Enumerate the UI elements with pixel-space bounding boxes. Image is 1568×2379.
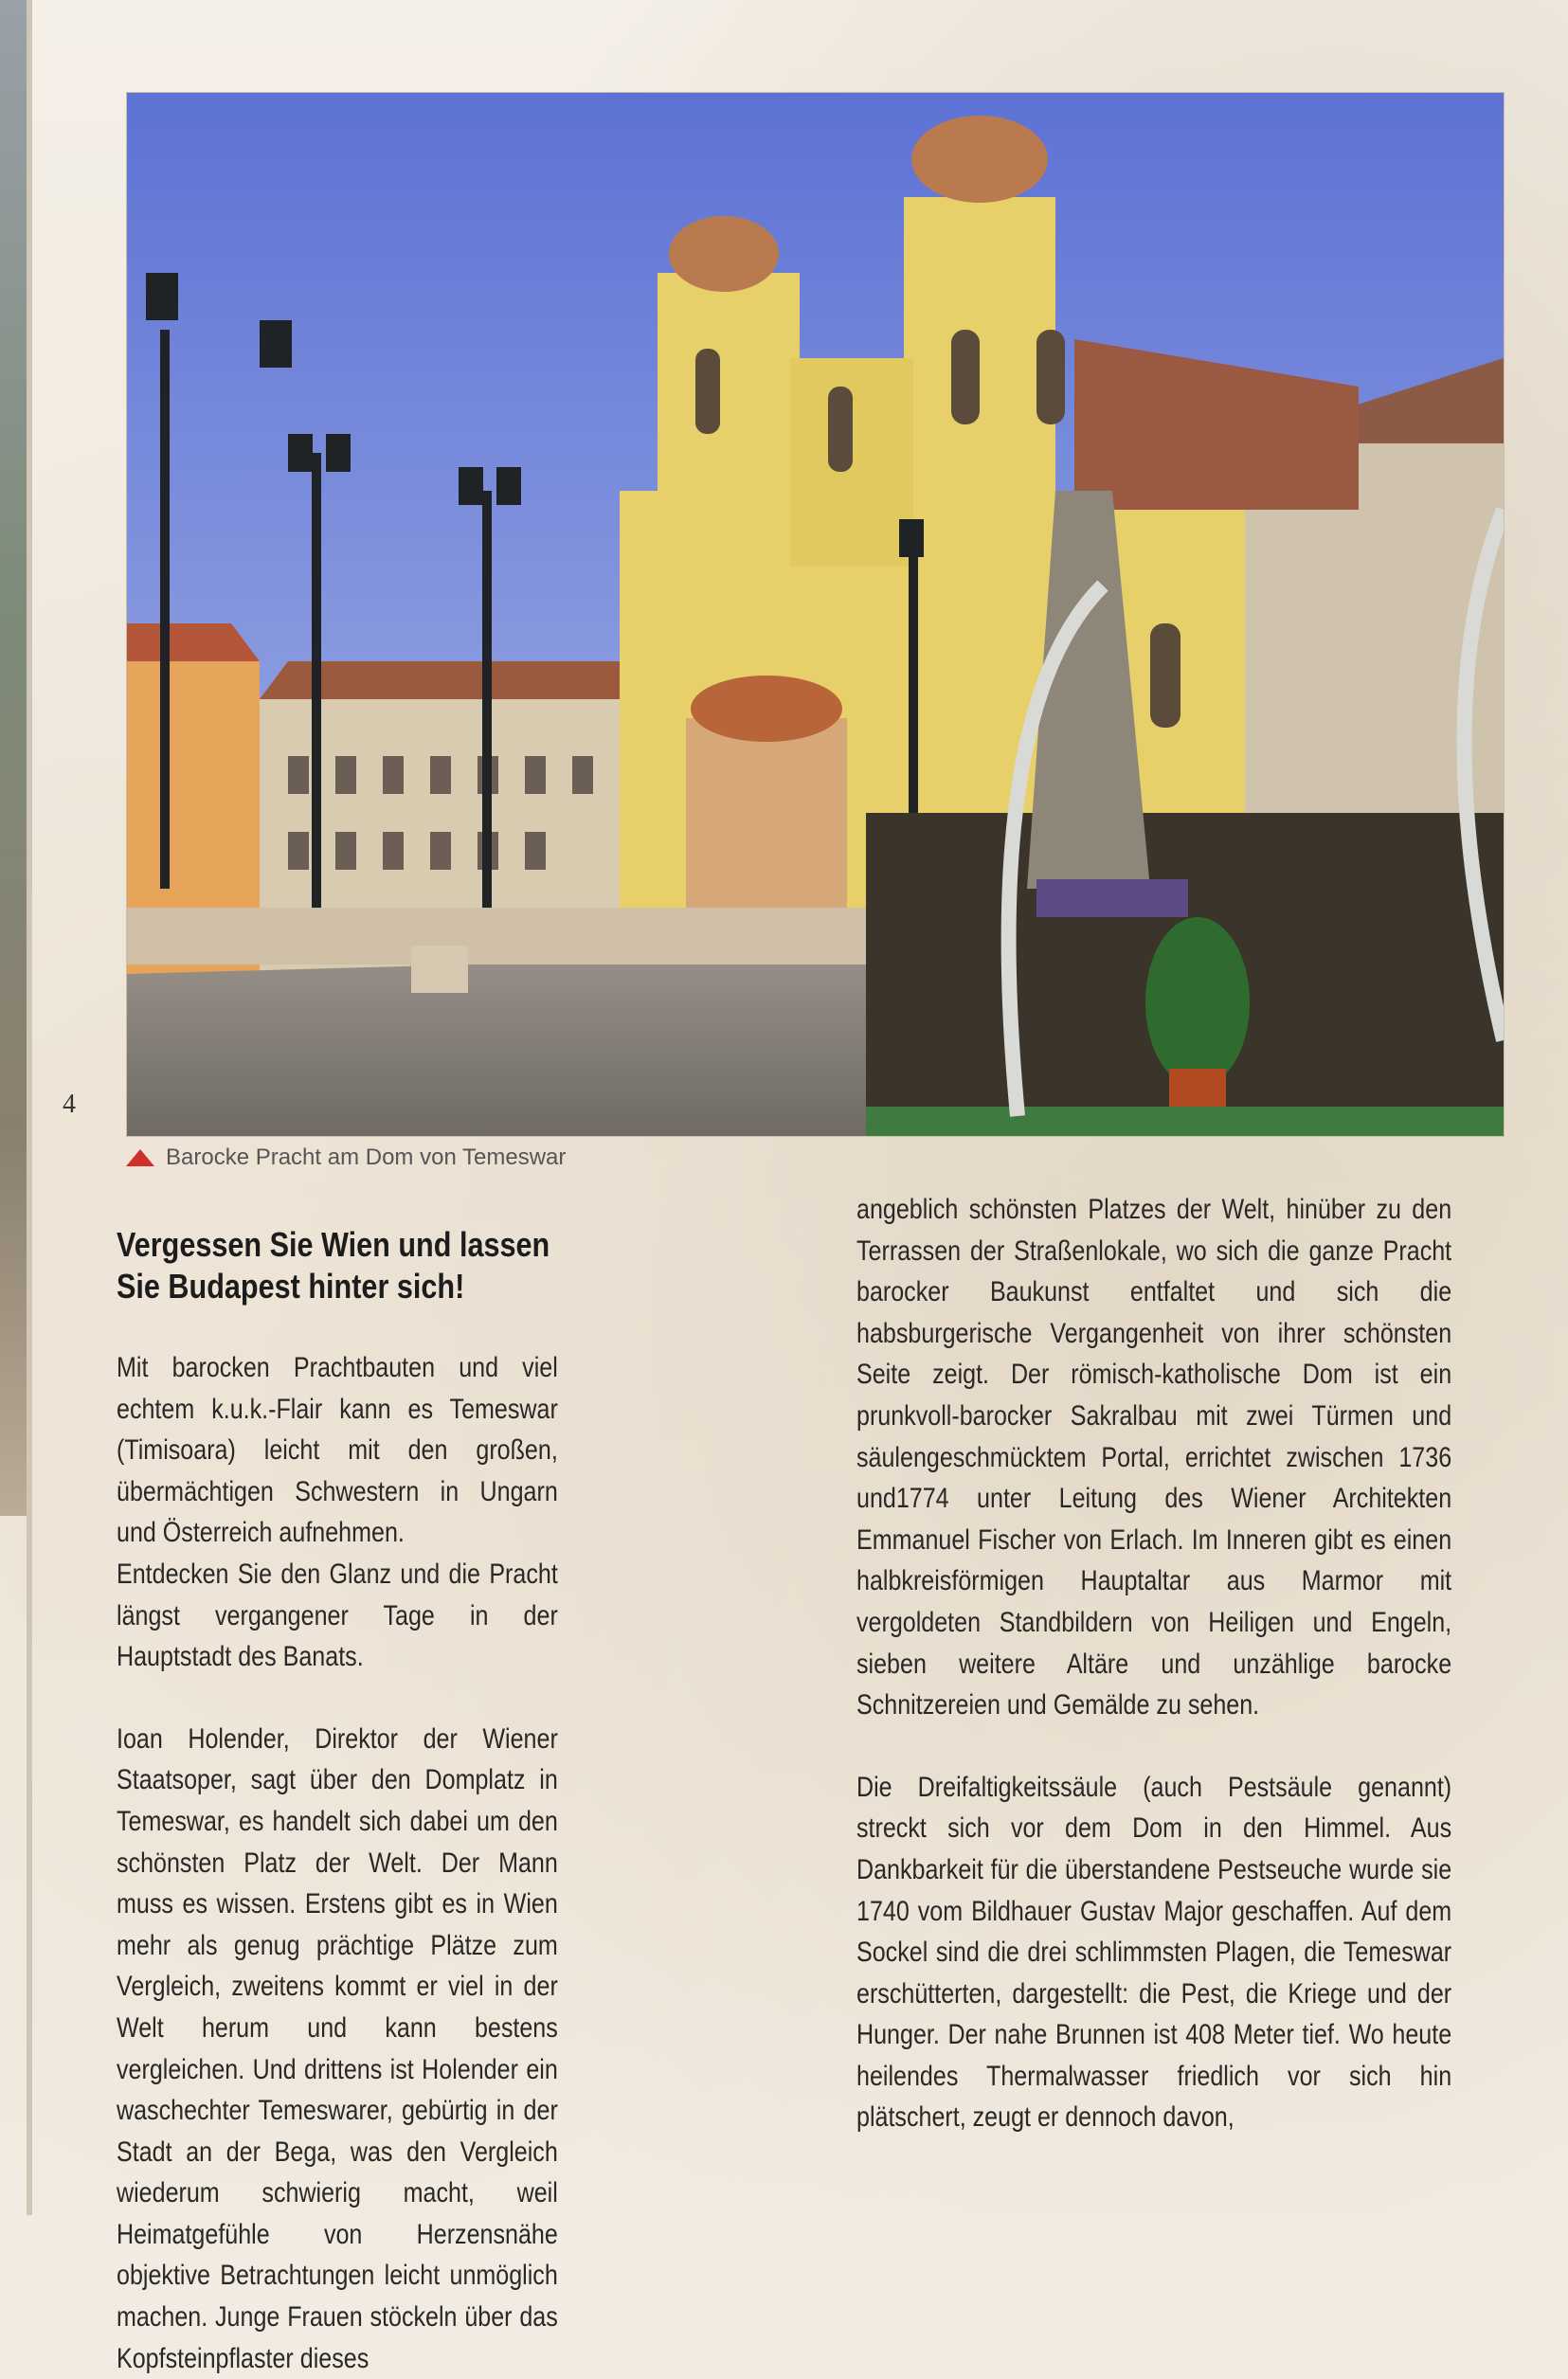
- paragraph-intro: Mit barocken Prachtbauten und viel echtem k.u.k.-Flair kann es Temeswar (Timisoara) leicht mit den großen, übermächtigen Schwestern in Ungarn und Österreich aufnehmen.: [117, 1352, 558, 1549]
- adjacent-page-edge: [0, 0, 27, 1516]
- caption-text: Barocke Pracht am Dom von Temeswar: [166, 1144, 567, 1170]
- left-column: [117, 1224, 558, 2379]
- paragraph-holender: Ioan Holender, Direktor der Wiener Staatsoper, sagt über den Domplatz in Temeswar, es handelt sich dabei um den schönsten Platz der Welt. Der Mann muss es wissen. Erstens gibt es in Wien mehr als genug prächtige Plätze zum Vergleich, zweitens kommt er viel in der Welt herum und kann bestens vergleichen. Und drittens ist Holender ein waschechter Temeswarer, gebürtig in der Stadt an der Bega, was den Vergleich wiederum schwierig macht, weil Heimatgefühle von Herzensnähe objektive Betrachtungen leicht unmöglich machen. Junge Frauen stöckeln über das Kopfsteinpflaster dieses: [117, 1722, 558, 2374]
- photo-caption: [126, 1144, 566, 1171]
- page-spine: [27, 0, 32, 2215]
- right-column: [856, 1189, 1451, 2138]
- paragraph-dom: angeblich schönsten Platzes der Welt, hinüber zu den Terrassen der Straßenlokale, wo sich die ganze Pracht barocker Baukunst entfaltet und sich die habsburgerische Vergangenheit von ihrer schönsten Seite zeigt. Der römisch-katholische Dom ist ein prunkvoll-barocker Sakralbau mit zwei Türmen und säulengeschmücktem Portal, errichtet zwischen 1736 und1774 unter Leitung des Wiener Architekten Emmanuel Fischer von Erlach. Im Inneren gibt es einen halbkreisförmigen Hauptaltar aus Marmor mit vergoldeten Standbildern von Heiligen und Engeln, sieben weitere Altäre und unzählige barocke Schnitzereien und Gemälde zu sehen.: [856, 1194, 1452, 1721]
- cathedral-photo: [126, 92, 1505, 1137]
- caption-triangle-icon: [126, 1149, 154, 1166]
- page-number: 4: [63, 1090, 76, 1119]
- paragraph-discover: Entdecken Sie den Glanz und die Pracht längst vergangener Tage in der Hauptstadt des Banats.: [117, 1558, 558, 1673]
- paragraph-pestsaeule: Die Dreifaltigkeitssäule (auch Pestsäule genannt) streckt sich vor dem Dom in den Himmel. Aus Dankbarkeit für die überstandene Pestseuche wurde sie 1740 vom Bildhauer Gustav Major geschaffen. Auf dem Sockel sind die drei schlimmsten Plagen, die Temeswar erschütterten, dargestellt: die Pest, die Kriege und der Hunger. Der nahe Brunnen ist 408 Meter tief. Wo heute heilendes Thermalwasser friedlich vor sich hin plätschert, zeugt er dennoch davon,: [856, 1771, 1452, 2134]
- headline: Vergessen Sie Wien und lassen Sie Budapest hinter sich!: [117, 1225, 550, 1306]
